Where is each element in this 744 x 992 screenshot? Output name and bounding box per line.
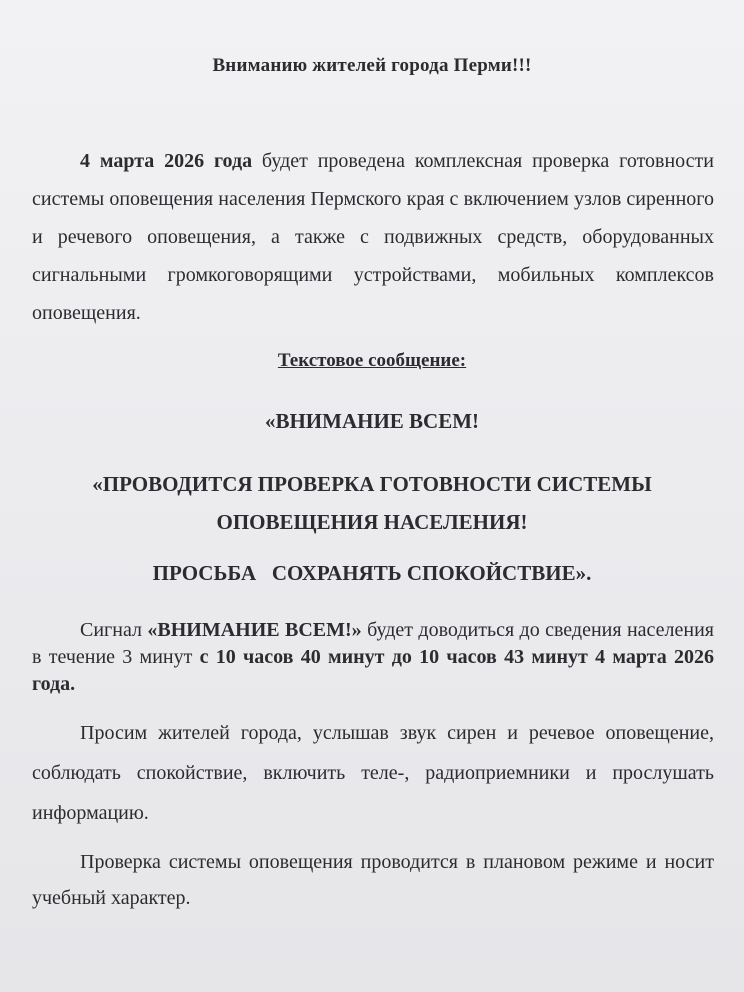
message-line-3: ОПОВЕЩЕНИЯ НАСЕЛЕНИЯ!: [216, 510, 528, 534]
signal-part-4: с 10 часов 40 минут до 10 часов 43 минут 4 марта 2026 года.: [32, 646, 714, 695]
intro-text: будет проведена комплексная проверка готовности системы оповещения населения Пермского края с включением узлов сиренного и речевого оповещения, а также с подвижных средств, оборудованных сигнальными громкоговорящими устройствами, мобильных комплексов оповещения.: [32, 150, 715, 324]
notice-title: Вниманию жителей города Перми!!!: [212, 55, 532, 76]
signal-part-2: «ВНИМАНИЕ ВСЕМ!»: [147, 619, 362, 641]
signal-part-3: будет доводиться до сведения населения в течение 3 минут: [32, 619, 715, 668]
signal-paragraph: [32, 617, 714, 698]
closing-text: Проверка системы оповещения проводится в плановом режиме и носит учебный характер.: [32, 851, 714, 909]
request-paragraph: [32, 713, 714, 833]
message-line-2: «ПРОВОДИТСЯ ПРОВЕРКА ГОТОВНОСТИ СИСТЕМЫ: [92, 472, 652, 496]
message-line-4: ПРОСЬБА СОХРАНЯТЬ СПОКОЙСТВИЕ».: [152, 561, 592, 585]
closing-paragraph: [32, 844, 714, 916]
signal-part-1: Сигнал: [80, 619, 142, 641]
text-message-heading: Текстовое сообщение:: [277, 350, 467, 371]
intro-paragraph: [32, 142, 714, 332]
message-block: [0, 465, 744, 541]
request-text: Просим жителей города, услышав звук сирен и речевое оповещение, соблюдать спокойствие, включить теле-, радиоприемники и прослушать информацию.: [32, 722, 714, 824]
intro-date: 4 марта 2026 года: [80, 150, 253, 172]
message-line-1: «ВНИМАНИЕ ВСЕМ!: [264, 409, 480, 433]
